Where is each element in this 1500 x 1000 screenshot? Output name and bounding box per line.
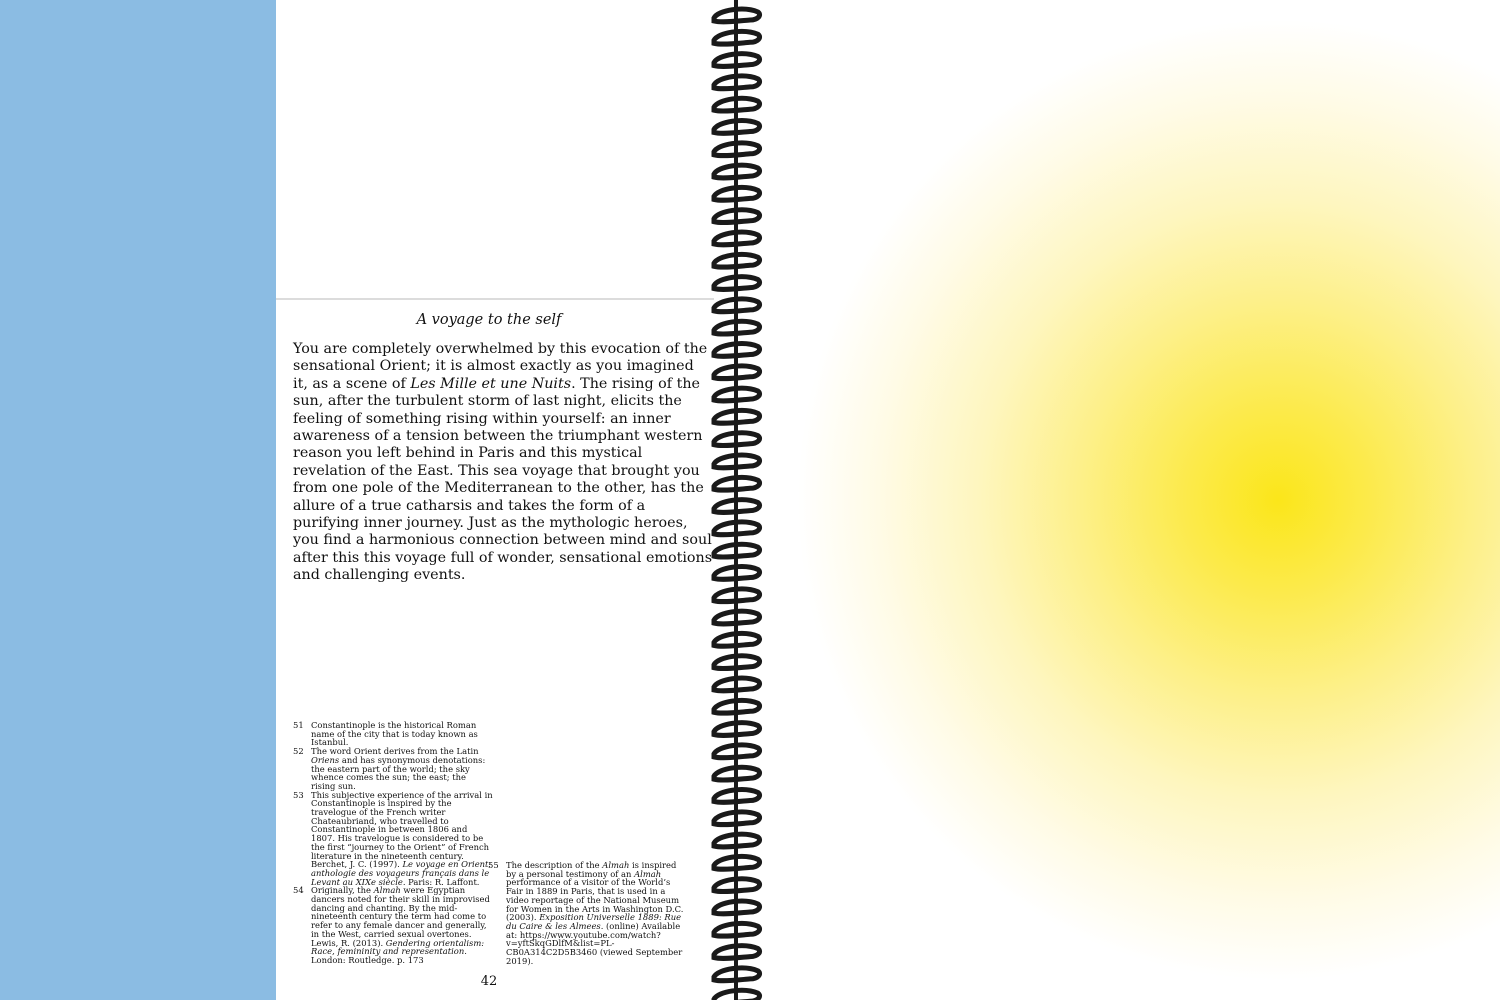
footnote-54: [293, 886, 493, 964]
footnote-text: performance of a visitor of the World’s Fair in 1889 in Paris, that is used in a video reportage of the National Museum for Women in the Arts in Washington D.C. (2003).: [506, 877, 684, 923]
footnote-53: [293, 791, 493, 887]
footnote-number: 55: [488, 860, 499, 870]
footnote-text: and has synonymous denotations: the eastern part of the world; the sky whence comes the sun; the east; the rising sun.: [311, 754, 486, 791]
footnote-italic: Almah: [634, 868, 662, 879]
footnote-italic: Le voyage en Orient: anthologie des voyageurs français dans le Levant au XIXe siècle: [311, 859, 492, 887]
footnote-text: The description of the: [506, 860, 603, 870]
footnote-number: 53: [293, 789, 304, 800]
footnote-text: . London: Routledge. p. 173: [311, 946, 467, 965]
body-text-part: . The rising of the sun, after the turbulent storm of last night, elicits the feeling of something rising within yourself: an inner awareness of a tension between the triumphant western reason you left behind in Paris and this mystical revelation of the East. This sea voyage that brought you from one pole of the Mediterranean to the other, has the allure of a true catharsis and takes the form of a purifying inner journey. Just as the mythologic heroes, you find a harmonious connection between mind and soul after this this voyage full of wonder, sensational emotions and challenging events.: [293, 375, 713, 584]
footnote-text: Originally, the: [311, 885, 374, 896]
footnote-text: is inspired by a personal testimony of an: [506, 860, 677, 879]
footnote-number: 52: [293, 746, 304, 757]
page-number: 42: [480, 974, 498, 989]
footnote-text: This subjective experience of the arrival in Constantinople is inspired by the travelogue of the French writer Chateaubriand, who travelled to Constantinople in between 1806 and 1807. His travelogue is considered to be the first “journey to the Orient” of French literature in the nineteenth century. Berchet, J. C. (1997).: [311, 789, 493, 870]
footnote-text: . Paris: R. Laffont.: [402, 876, 480, 887]
footnote-text: Constantinople is the historical Roman name of the city that is today known as Istanbul.: [311, 720, 478, 748]
blue-cover: [0, 0, 276, 1000]
left-page: [276, 0, 714, 1000]
footnotes-column-2: [488, 861, 688, 965]
footnote-55: [488, 861, 688, 965]
body-text-part: You are completely overwhelmed by this evocation of the sensational Orient; it is almost exactly as you imagined it, as a scene of: [293, 341, 708, 392]
page-divider: [276, 298, 714, 300]
footnote-italic: Gendering orientalism: Race, femininity and representation: [311, 937, 485, 957]
footnote-text: . (online) Available at: https://www.youtube.com/watch?v=yftSkqGDlfM&list=PL-CB0A314C2D5B3460 (viewed September 2019).: [506, 920, 683, 966]
footnote-italic: Almah: [373, 885, 401, 896]
footnote-number: 51: [293, 720, 304, 730]
footnote-52: [293, 747, 493, 791]
footnote-51: [293, 721, 493, 747]
section-title: A voyage to the self: [416, 312, 562, 328]
footnote-text: The word Orient derives from the Latin: [311, 746, 479, 757]
footnote-italic: Oriens: [311, 754, 340, 765]
footnote-italic: Exposition Universelle 1889: Rue du Caire & les Almees: [506, 912, 682, 931]
footnote-italic: Almah: [602, 860, 630, 870]
spiral-binding: [708, 0, 768, 1000]
footnotes-column-1: [293, 721, 493, 965]
footnote-text: were Egyptian dancers noted for their skill in improvised dancing and chanting. By the mid-nineteenth century the term had come to refer to any female dancer and generally, in the West, carried sexual overtones. Lewis, R. (2013).: [311, 885, 490, 948]
sun-gradient-page: [768, 0, 1500, 1000]
body-paragraph: [293, 341, 713, 585]
book-title: Les Mille et une Nuits: [410, 375, 572, 392]
footnote-number: 54: [293, 885, 304, 896]
